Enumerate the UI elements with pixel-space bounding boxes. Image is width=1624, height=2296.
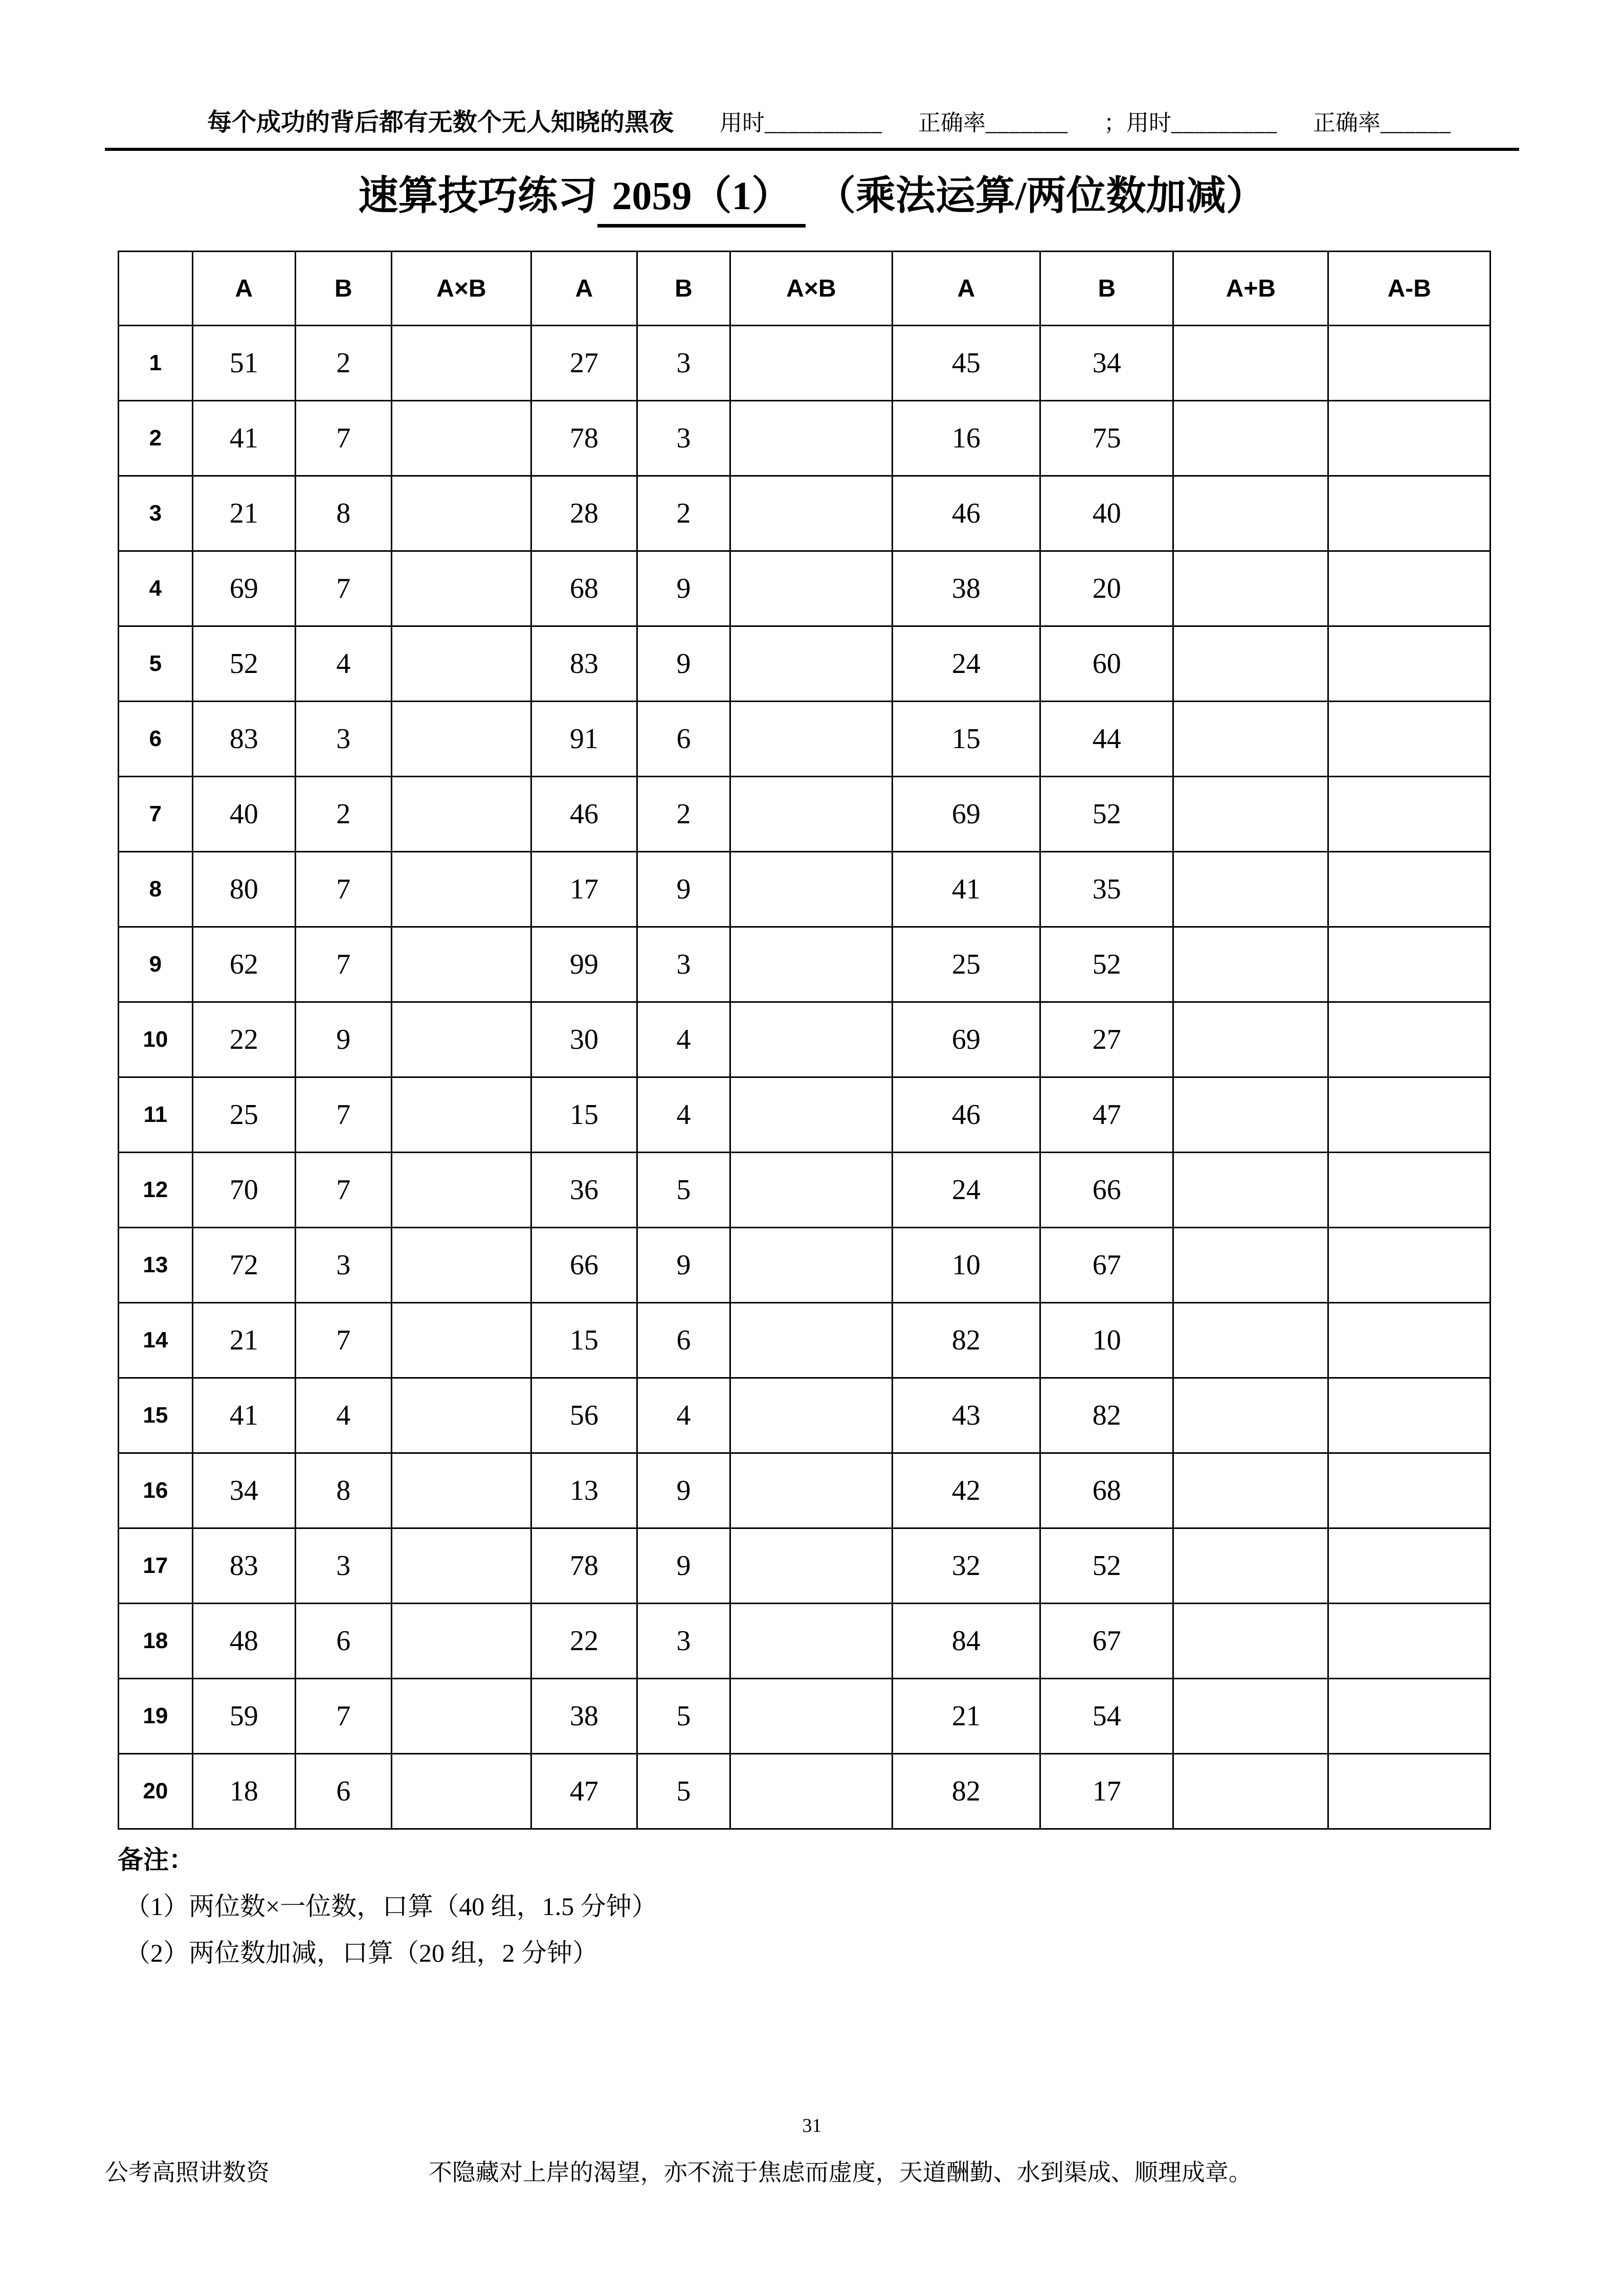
operand-cell: 43 xyxy=(892,1378,1040,1453)
answer-cell xyxy=(730,1378,892,1453)
column-header xyxy=(119,252,193,326)
operand-cell: 69 xyxy=(892,777,1040,852)
operand-cell: 17 xyxy=(531,852,637,927)
operand-cell: 5 xyxy=(637,1679,730,1754)
time-used-field xyxy=(720,104,882,137)
operand-cell: 83 xyxy=(192,702,295,777)
operand-cell: 2 xyxy=(295,777,391,852)
operand-cell: 4 xyxy=(637,1002,730,1077)
answer-cell xyxy=(1173,702,1328,777)
operand-cell: 2 xyxy=(295,326,391,401)
answer-cell xyxy=(391,326,531,401)
operand-cell: 67 xyxy=(1040,1228,1173,1303)
answer-cell xyxy=(1173,1153,1328,1228)
operand-cell: 72 xyxy=(192,1228,295,1303)
answer-cell xyxy=(1328,326,1490,401)
operand-cell: 2 xyxy=(637,777,730,852)
table-row xyxy=(119,1604,1490,1679)
answer-cell xyxy=(1328,626,1490,702)
worksheet-table xyxy=(118,251,1491,1830)
column-header: A×B xyxy=(391,252,531,326)
answer-cell xyxy=(1173,326,1328,401)
operand-cell: 82 xyxy=(892,1303,1040,1378)
operand-cell: 32 xyxy=(892,1528,1040,1604)
page-number: 31 xyxy=(802,2115,822,2136)
table-row xyxy=(119,1228,1490,1303)
note-item: （2）两位数加减，口算（20 组，2 分钟） xyxy=(125,1939,598,1967)
table-row xyxy=(119,326,1490,401)
operand-cell: 67 xyxy=(1040,1604,1173,1679)
operand-cell: 27 xyxy=(1040,1002,1173,1077)
answer-cell xyxy=(1328,1077,1490,1153)
answer-cell xyxy=(1173,401,1328,476)
answer-cell xyxy=(391,1077,531,1153)
accuracy-blank: _______ xyxy=(986,110,1069,136)
operand-cell: 70 xyxy=(192,1153,295,1228)
column-header: A×B xyxy=(730,252,892,326)
time-used-blank-2: _________ xyxy=(1171,110,1278,136)
answer-cell xyxy=(730,401,892,476)
operand-cell: 6 xyxy=(295,1604,391,1679)
answer-cell xyxy=(391,852,531,927)
accuracy-field xyxy=(918,104,1068,137)
operand-cell: 3 xyxy=(295,702,391,777)
row-number: 8 xyxy=(119,852,193,927)
page-footer xyxy=(105,2154,1519,2190)
column-header: A xyxy=(192,252,295,326)
answer-cell xyxy=(730,1754,892,1829)
answer-cell xyxy=(391,1002,531,1077)
answer-cell xyxy=(391,476,531,551)
operand-cell: 3 xyxy=(295,1528,391,1604)
accuracy-label-2: 正确率 xyxy=(1313,110,1381,136)
operand-cell: 54 xyxy=(1040,1679,1173,1754)
answer-cell xyxy=(391,927,531,1002)
operand-cell: 78 xyxy=(531,1528,637,1604)
answer-cell xyxy=(1173,927,1328,1002)
operand-cell: 6 xyxy=(637,1303,730,1378)
answer-cell xyxy=(1328,1303,1490,1378)
column-header: B xyxy=(1040,252,1173,326)
operand-cell: 4 xyxy=(295,1378,391,1453)
row-number: 10 xyxy=(119,1002,193,1077)
operand-cell: 46 xyxy=(892,476,1040,551)
column-header: B xyxy=(295,252,391,326)
operand-cell: 69 xyxy=(192,551,295,626)
operand-cell: 41 xyxy=(192,401,295,476)
answer-cell xyxy=(730,1153,892,1228)
table-row xyxy=(119,1077,1490,1153)
operand-cell: 9 xyxy=(637,1228,730,1303)
table-row xyxy=(119,1378,1490,1453)
row-number: 12 xyxy=(119,1153,193,1228)
table-row xyxy=(119,401,1490,476)
answer-cell xyxy=(1328,401,1490,476)
note-item: （1）两位数×一位数，口算（40 组，1.5 分钟） xyxy=(125,1892,657,1921)
operand-cell: 17 xyxy=(1040,1754,1173,1829)
operand-cell: 56 xyxy=(531,1378,637,1453)
answer-cell xyxy=(391,1228,531,1303)
table-row xyxy=(119,476,1490,551)
accuracy-label: 正确率 xyxy=(918,110,986,136)
answer-cell xyxy=(1173,1528,1328,1604)
operand-cell: 7 xyxy=(295,401,391,476)
operand-cell: 10 xyxy=(892,1228,1040,1303)
answer-cell xyxy=(730,476,892,551)
title-exercise-number: 2059（1） xyxy=(597,164,806,228)
notes-heading: 备注： xyxy=(118,1845,194,1874)
operand-cell: 83 xyxy=(531,626,637,702)
operand-cell: 9 xyxy=(637,626,730,702)
answer-cell xyxy=(730,626,892,702)
operand-cell: 46 xyxy=(892,1077,1040,1153)
answer-cell xyxy=(1328,1528,1490,1604)
answer-cell xyxy=(1173,1303,1328,1378)
row-number: 19 xyxy=(119,1679,193,1754)
row-number: 18 xyxy=(119,1604,193,1679)
operand-cell: 6 xyxy=(295,1754,391,1829)
answer-cell xyxy=(1173,551,1328,626)
operand-cell: 34 xyxy=(192,1453,295,1528)
row-number: 1 xyxy=(119,326,193,401)
answer-cell xyxy=(730,1604,892,1679)
operand-cell: 66 xyxy=(531,1228,637,1303)
answer-cell xyxy=(391,1604,531,1679)
footer-brand: 公考高照讲数资 xyxy=(105,2159,270,2186)
operand-cell: 80 xyxy=(192,852,295,927)
row-number: 6 xyxy=(119,702,193,777)
header-quote: 每个成功的背后都有无数个无人知晓的黑夜 xyxy=(207,109,674,136)
operand-cell: 27 xyxy=(531,326,637,401)
answer-cell xyxy=(1328,476,1490,551)
operand-cell: 47 xyxy=(1040,1077,1173,1153)
operand-cell: 69 xyxy=(892,1002,1040,1077)
operand-cell: 45 xyxy=(892,326,1040,401)
answer-cell xyxy=(1173,1679,1328,1754)
answer-cell xyxy=(730,852,892,927)
operand-cell: 42 xyxy=(892,1453,1040,1528)
operand-cell: 9 xyxy=(637,551,730,626)
operand-cell: 84 xyxy=(892,1604,1040,1679)
answer-cell xyxy=(730,777,892,852)
notes-section xyxy=(118,1837,657,1976)
page-title xyxy=(0,164,1624,228)
operand-cell: 3 xyxy=(637,326,730,401)
answer-cell xyxy=(730,1528,892,1604)
operand-cell: 34 xyxy=(1040,326,1173,401)
answer-cell xyxy=(391,777,531,852)
answer-cell xyxy=(730,1228,892,1303)
operand-cell: 9 xyxy=(637,1528,730,1604)
operand-cell: 10 xyxy=(1040,1303,1173,1378)
operand-cell: 7 xyxy=(295,1303,391,1378)
operand-cell: 4 xyxy=(637,1077,730,1153)
operand-cell: 38 xyxy=(531,1679,637,1754)
operand-cell: 7 xyxy=(295,1679,391,1754)
operand-cell: 8 xyxy=(295,1453,391,1528)
operand-cell: 13 xyxy=(531,1453,637,1528)
answer-cell xyxy=(391,1153,531,1228)
title-suffix: （乘法运算/两位数加减） xyxy=(815,173,1266,218)
operand-cell: 7 xyxy=(295,852,391,927)
operand-cell: 4 xyxy=(295,626,391,702)
row-number: 11 xyxy=(119,1077,193,1153)
time-used-label: 用时 xyxy=(720,110,765,136)
operand-cell: 3 xyxy=(637,1604,730,1679)
answer-cell xyxy=(730,551,892,626)
answer-cell xyxy=(1328,1604,1490,1679)
operand-cell: 41 xyxy=(892,852,1040,927)
answer-cell xyxy=(391,1453,531,1528)
answer-cell xyxy=(391,1378,531,1453)
worksheet-table-body xyxy=(119,326,1490,1829)
operand-cell: 52 xyxy=(192,626,295,702)
operand-cell: 78 xyxy=(531,401,637,476)
operand-cell: 24 xyxy=(892,626,1040,702)
answer-cell xyxy=(1328,1378,1490,1453)
column-header: A xyxy=(892,252,1040,326)
operand-cell: 75 xyxy=(1040,401,1173,476)
operand-cell: 30 xyxy=(531,1002,637,1077)
answer-cell xyxy=(1328,927,1490,1002)
answer-cell xyxy=(1328,1679,1490,1754)
row-number: 15 xyxy=(119,1378,193,1453)
operand-cell: 46 xyxy=(531,777,637,852)
table-row xyxy=(119,1002,1490,1077)
table-row xyxy=(119,1453,1490,1528)
operand-cell: 83 xyxy=(192,1528,295,1604)
operand-cell: 44 xyxy=(1040,702,1173,777)
answer-cell xyxy=(1328,702,1490,777)
operand-cell: 25 xyxy=(892,927,1040,1002)
answer-cell xyxy=(391,401,531,476)
answer-cell xyxy=(1328,1754,1490,1829)
row-number: 2 xyxy=(119,401,193,476)
answer-cell xyxy=(730,1077,892,1153)
answer-cell xyxy=(1328,1002,1490,1077)
answer-cell xyxy=(391,551,531,626)
answer-cell xyxy=(730,1679,892,1754)
operand-cell: 3 xyxy=(637,401,730,476)
operand-cell: 18 xyxy=(192,1754,295,1829)
operand-cell: 66 xyxy=(1040,1153,1173,1228)
operand-cell: 22 xyxy=(531,1604,637,1679)
operand-cell: 7 xyxy=(295,551,391,626)
table-row xyxy=(119,1528,1490,1604)
column-header: A xyxy=(531,252,637,326)
operand-cell: 62 xyxy=(192,927,295,1002)
answer-cell xyxy=(730,927,892,1002)
answer-cell xyxy=(1328,1228,1490,1303)
row-number: 16 xyxy=(119,1453,193,1528)
answer-cell xyxy=(730,326,892,401)
operand-cell: 15 xyxy=(892,702,1040,777)
operand-cell: 52 xyxy=(1040,777,1173,852)
table-row xyxy=(119,551,1490,626)
row-number: 4 xyxy=(119,551,193,626)
operand-cell: 47 xyxy=(531,1754,637,1829)
operand-cell: 2 xyxy=(637,476,730,551)
operand-cell: 8 xyxy=(295,476,391,551)
answer-cell xyxy=(1328,1153,1490,1228)
operand-cell: 5 xyxy=(637,1153,730,1228)
operand-cell: 28 xyxy=(531,476,637,551)
operand-cell: 15 xyxy=(531,1077,637,1153)
operand-cell: 25 xyxy=(192,1077,295,1153)
answer-cell xyxy=(1173,852,1328,927)
operand-cell: 99 xyxy=(531,927,637,1002)
operand-cell: 52 xyxy=(1040,927,1173,1002)
row-number: 20 xyxy=(119,1754,193,1829)
answer-cell xyxy=(1173,777,1328,852)
answer-cell xyxy=(730,702,892,777)
operand-cell: 15 xyxy=(531,1303,637,1378)
operand-cell: 5 xyxy=(637,1754,730,1829)
answer-cell xyxy=(391,626,531,702)
operand-cell: 3 xyxy=(295,1228,391,1303)
answer-cell xyxy=(1173,476,1328,551)
operand-cell: 82 xyxy=(892,1754,1040,1829)
answer-cell xyxy=(1173,1453,1328,1528)
operand-cell: 51 xyxy=(192,326,295,401)
operand-cell: 4 xyxy=(637,1378,730,1453)
answer-cell xyxy=(391,1528,531,1604)
answer-cell xyxy=(1328,551,1490,626)
operand-cell: 40 xyxy=(1040,476,1173,551)
operand-cell: 20 xyxy=(1040,551,1173,626)
operand-cell: 59 xyxy=(192,1679,295,1754)
operand-cell: 7 xyxy=(295,1153,391,1228)
operand-cell: 82 xyxy=(1040,1378,1173,1453)
answer-cell xyxy=(1173,1077,1328,1153)
accuracy-field-2 xyxy=(1313,104,1451,137)
answer-cell xyxy=(1173,1228,1328,1303)
operand-cell: 40 xyxy=(192,777,295,852)
operand-cell: 16 xyxy=(892,401,1040,476)
answer-cell xyxy=(391,702,531,777)
row-number: 14 xyxy=(119,1303,193,1378)
row-number: 9 xyxy=(119,927,193,1002)
table-row xyxy=(119,1754,1490,1829)
table-row xyxy=(119,927,1490,1002)
answer-cell xyxy=(730,1002,892,1077)
operand-cell: 48 xyxy=(192,1604,295,1679)
time-used-blank: __________ xyxy=(765,110,883,136)
table-row xyxy=(119,626,1490,702)
operand-cell: 68 xyxy=(1040,1453,1173,1528)
operand-cell: 21 xyxy=(192,476,295,551)
page-header xyxy=(105,102,1519,151)
column-header: A+B xyxy=(1173,252,1328,326)
operand-cell: 60 xyxy=(1040,626,1173,702)
operand-cell: 36 xyxy=(531,1153,637,1228)
column-header: A-B xyxy=(1328,252,1490,326)
answer-cell xyxy=(1173,1754,1328,1829)
time-used-label-2: ；用时 xyxy=(1104,110,1172,136)
answer-cell xyxy=(391,1303,531,1378)
operand-cell: 91 xyxy=(531,702,637,777)
operand-cell: 68 xyxy=(531,551,637,626)
row-number: 13 xyxy=(119,1228,193,1303)
table-row xyxy=(119,777,1490,852)
table-row xyxy=(119,1679,1490,1754)
operand-cell: 38 xyxy=(892,551,1040,626)
operand-cell: 41 xyxy=(192,1378,295,1453)
table-row xyxy=(119,852,1490,927)
answer-cell xyxy=(1328,852,1490,927)
column-header: B xyxy=(637,252,730,326)
operand-cell: 7 xyxy=(295,927,391,1002)
operand-cell: 24 xyxy=(892,1153,1040,1228)
operand-cell: 7 xyxy=(295,1077,391,1153)
operand-cell: 9 xyxy=(295,1002,391,1077)
answer-cell xyxy=(391,1679,531,1754)
operand-cell: 21 xyxy=(892,1679,1040,1754)
answer-cell xyxy=(1173,1002,1328,1077)
row-number: 7 xyxy=(119,777,193,852)
operand-cell: 3 xyxy=(637,927,730,1002)
operand-cell: 9 xyxy=(637,1453,730,1528)
answer-cell xyxy=(1173,626,1328,702)
table-row xyxy=(119,1303,1490,1378)
answer-cell xyxy=(1328,1453,1490,1528)
table-row xyxy=(119,1153,1490,1228)
row-number: 17 xyxy=(119,1528,193,1604)
answer-cell xyxy=(730,1453,892,1528)
answer-cell xyxy=(730,1303,892,1378)
answer-cell xyxy=(1328,777,1490,852)
answer-cell xyxy=(1173,1378,1328,1453)
accuracy-blank-2: ______ xyxy=(1381,110,1452,136)
operand-cell: 52 xyxy=(1040,1528,1173,1604)
operand-cell: 22 xyxy=(192,1002,295,1077)
operand-cell: 21 xyxy=(192,1303,295,1378)
answer-cell xyxy=(1173,1604,1328,1679)
footer-motto: 不隐藏对上岸的渴望，亦不流于焦虑而虚度，天道酬勤、水到渠成、顺理成章。 xyxy=(428,2159,1252,2186)
title-prefix: 速算技巧练习 xyxy=(358,173,598,218)
header-fields xyxy=(720,104,1451,137)
operand-cell: 9 xyxy=(637,852,730,927)
table-row xyxy=(119,702,1490,777)
answer-cell xyxy=(391,1754,531,1829)
row-number: 3 xyxy=(119,476,193,551)
operand-cell: 6 xyxy=(637,702,730,777)
worksheet-table-head-row xyxy=(119,252,1490,326)
row-number: 5 xyxy=(119,626,193,702)
time-used-field-2 xyxy=(1104,104,1277,137)
operand-cell: 35 xyxy=(1040,852,1173,927)
